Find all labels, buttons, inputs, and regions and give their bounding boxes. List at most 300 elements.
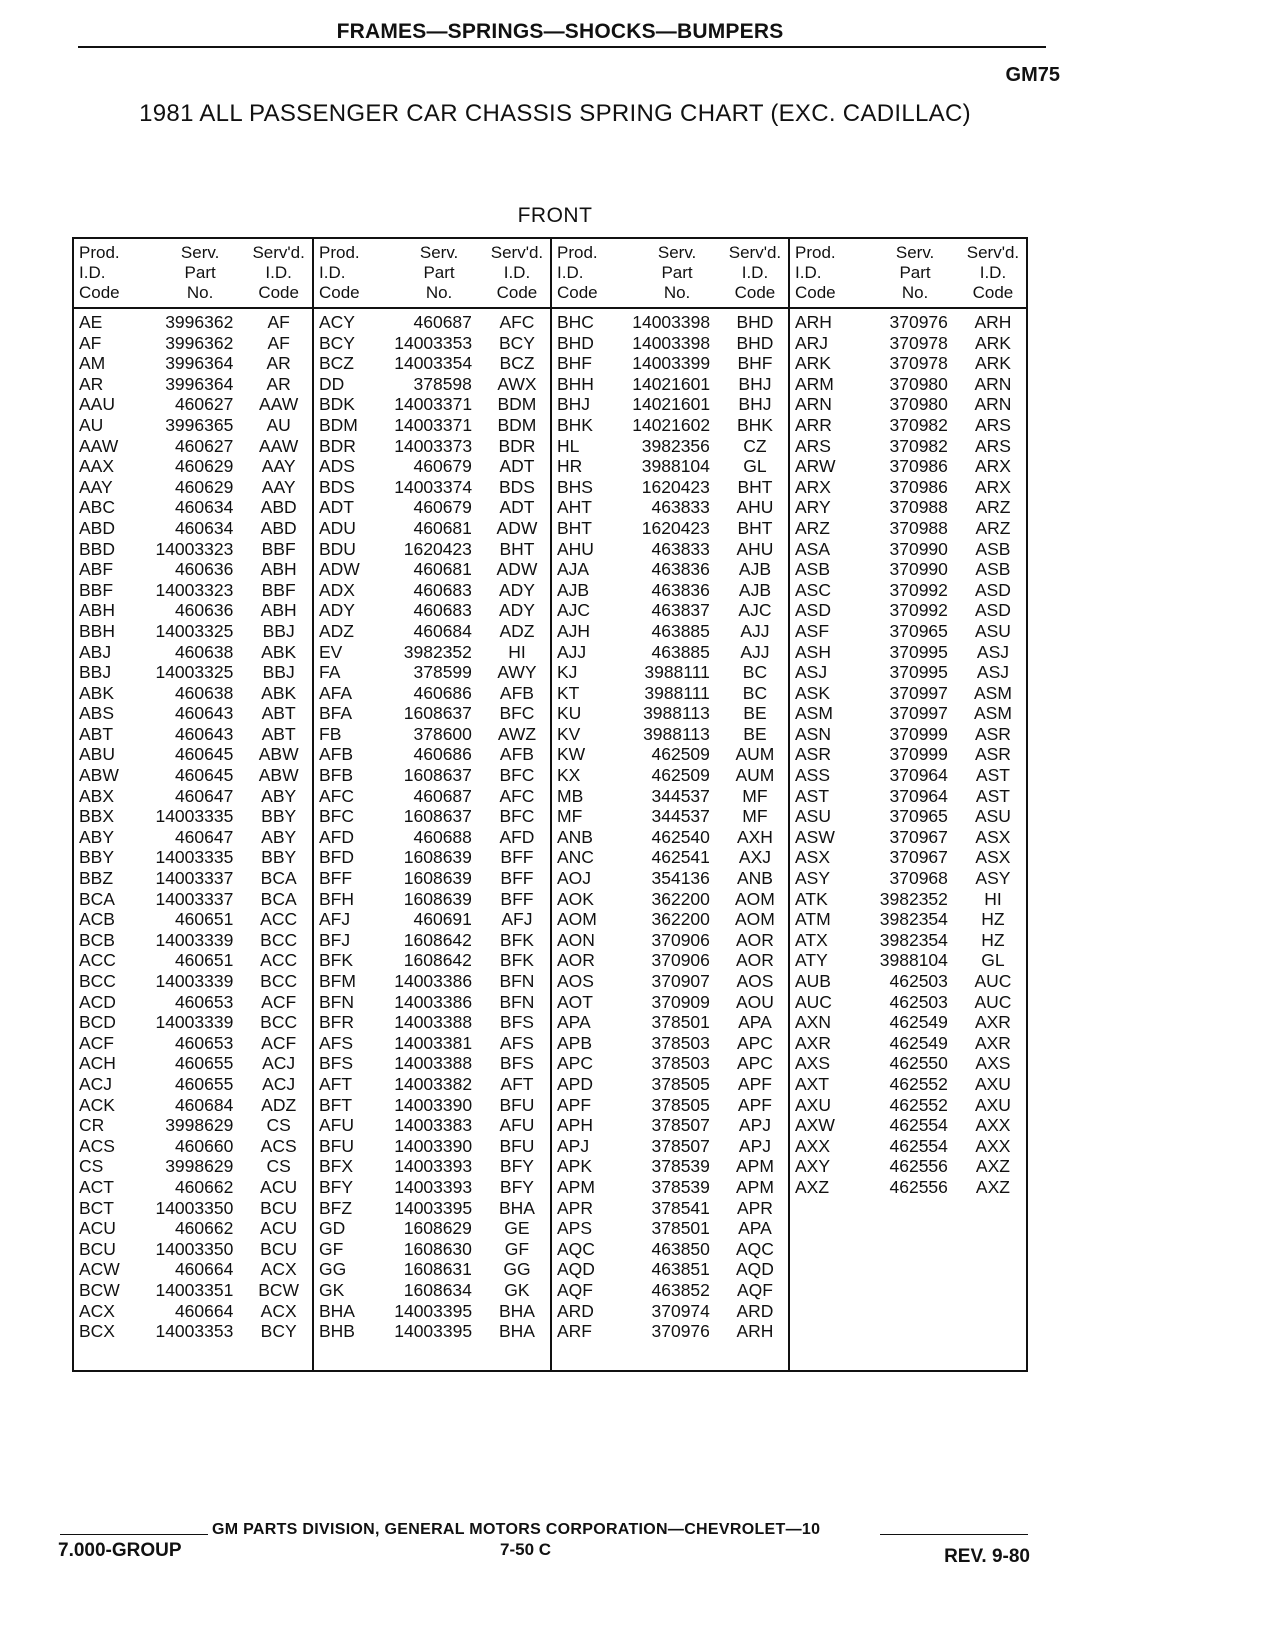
- prod-id-code: BHK: [557, 414, 593, 435]
- servd-id-code: BFY: [499, 1156, 534, 1177]
- prod-id-code: ATX: [795, 929, 828, 950]
- table-row: [74, 971, 312, 992]
- table-row: [552, 1280, 788, 1301]
- servd-id-code: AFJ: [501, 909, 533, 930]
- prod-id-code: ASJ: [795, 662, 828, 683]
- serv-part-no: 462549: [889, 1012, 948, 1033]
- servd-id-code: BFK: [499, 950, 534, 971]
- table-row: [74, 1012, 312, 1033]
- prod-id-code: AQF: [557, 1279, 593, 1300]
- prod-id-code: BDS: [319, 476, 355, 497]
- servd-id-code: AOS: [736, 971, 774, 991]
- serv-part-no: 463836: [651, 579, 710, 600]
- serv-part-no: 378600: [413, 723, 472, 744]
- prod-id-code: ACY: [319, 312, 355, 332]
- serv-part-no: 370964: [889, 765, 948, 786]
- prod-id-code: ABW: [79, 765, 119, 786]
- table-row: [314, 1115, 550, 1136]
- table-row: [314, 312, 550, 333]
- serv-part-no: 462550: [889, 1053, 948, 1074]
- prod-id-code: BBF: [79, 579, 114, 600]
- serv-part-no: 3996364: [165, 373, 234, 394]
- table-row: [74, 497, 312, 518]
- servd-id-code: BFY: [499, 1176, 534, 1197]
- prod-id-code: MF: [557, 806, 583, 827]
- table-row: [314, 1033, 550, 1054]
- table-row: [314, 950, 550, 971]
- servd-id-code: BCC: [260, 1012, 298, 1033]
- serv-part-no: 362200: [651, 909, 710, 930]
- prod-id-code: AAW: [79, 435, 119, 456]
- serv-part-no: 460645: [174, 744, 234, 765]
- table-row: [314, 1012, 550, 1033]
- table-row: [314, 456, 550, 477]
- serv-part-no: 370980: [889, 373, 948, 394]
- table-row: [314, 1259, 550, 1280]
- prod-id-code: EV: [319, 641, 343, 662]
- table-row: [314, 847, 550, 868]
- table-row: [552, 456, 788, 477]
- prod-id-code: ARN: [795, 394, 832, 415]
- serv-part-no: 370992: [889, 600, 948, 621]
- table-row: [790, 333, 1026, 354]
- servd-id-code: BHK: [736, 414, 773, 435]
- servd-id-code: ABW: [258, 765, 299, 786]
- prod-id-code: ASU: [795, 806, 831, 827]
- prod-id-code: BFD: [319, 847, 354, 868]
- serv-part-no: 14003386: [394, 991, 473, 1012]
- prod-id-code: KW: [557, 744, 586, 765]
- servd-id-code: APM: [735, 1156, 774, 1177]
- servd-id-code: ABY: [261, 826, 297, 847]
- servd-id-code: GG: [503, 1259, 531, 1280]
- servd-id-code: GF: [504, 1238, 530, 1259]
- prod-id-code: BFX: [319, 1156, 354, 1177]
- table-row: [552, 1259, 788, 1280]
- servd-id-code: BFC: [499, 765, 535, 786]
- prod-id-code: MB: [557, 785, 584, 806]
- serv-part-no: 463885: [651, 620, 710, 641]
- table-block: [74, 239, 312, 1370]
- prod-id-code: BFS: [319, 1053, 354, 1074]
- table-row: [552, 744, 788, 765]
- servd-id-code: ARZ: [975, 497, 1011, 518]
- serv-part-no: 463851: [651, 1259, 710, 1280]
- prod-id-code: KV: [557, 723, 581, 744]
- prod-id-code: BBJ: [79, 662, 112, 683]
- table-row: [314, 1177, 550, 1198]
- serv-part-no: 378503: [651, 1053, 710, 1074]
- table-row: [314, 1280, 550, 1301]
- table-row: [552, 477, 788, 498]
- table-row: [552, 353, 788, 374]
- prod-id-code: AFS: [319, 1032, 354, 1053]
- serv-part-no: 14003381: [394, 1032, 473, 1053]
- table-block: [312, 239, 550, 1370]
- table-row: [74, 889, 312, 910]
- prod-id-code: APC: [557, 1053, 593, 1074]
- servd-id-code: GL: [981, 950, 1005, 971]
- prod-id-code: AXW: [795, 1115, 835, 1136]
- prod-id-code: FB: [319, 723, 342, 744]
- prod-id-code: AXT: [795, 1073, 830, 1094]
- servd-id-code: ASR: [974, 744, 1011, 765]
- table-row: [314, 806, 550, 827]
- servd-id-code: AF: [267, 332, 290, 353]
- table-row: [552, 724, 788, 745]
- servd-id-code: BHA: [498, 1321, 535, 1342]
- servd-id-code: BHD: [736, 332, 774, 353]
- table-row: [552, 847, 788, 868]
- table-row: [790, 806, 1026, 827]
- table-row: [74, 724, 312, 745]
- table-row: [74, 312, 312, 333]
- servd-id-code: APA: [738, 1012, 772, 1033]
- servd-id-code: AFT: [500, 1073, 534, 1094]
- servd-id-code: ABD: [260, 517, 297, 538]
- table-row: [74, 1033, 312, 1054]
- serv-part-no: 3996364: [165, 353, 234, 374]
- servd-id-code: ASU: [974, 806, 1011, 827]
- prod-id-code: BHC: [557, 312, 594, 332]
- servd-id-code: ASJ: [976, 641, 1009, 662]
- servd-id-code: AUM: [735, 744, 775, 765]
- prod-id-code: APK: [557, 1156, 593, 1177]
- servd-id-code: BCU: [260, 1197, 298, 1218]
- serv-part-no: 460687: [413, 785, 472, 806]
- top-rule: [78, 46, 1046, 48]
- prod-id-code: AE: [79, 312, 103, 332]
- serv-part-no: 370978: [889, 353, 948, 374]
- servd-id-code: ADW: [496, 559, 538, 580]
- serv-part-no: 460651: [174, 950, 234, 971]
- prod-id-code: AJB: [557, 579, 590, 600]
- prod-id-code: ABK: [79, 682, 115, 703]
- prod-id-code: BHD: [557, 332, 594, 353]
- table-row: [74, 909, 312, 930]
- serv-part-no: 14003373: [394, 435, 473, 456]
- prod-id-code: ASR: [795, 744, 831, 765]
- serv-part-no: 460645: [174, 765, 234, 786]
- prod-id-code: ACS: [79, 1135, 115, 1156]
- serv-part-no: 370997: [889, 682, 948, 703]
- table-row: [74, 477, 312, 498]
- serv-part-no: 460655: [174, 1053, 234, 1074]
- serv-part-no: 370982: [889, 435, 948, 456]
- table-row: [314, 580, 550, 601]
- serv-part-no: 462509: [651, 744, 710, 765]
- prod-id-code: ARK: [795, 353, 831, 374]
- prod-id-code: AOT: [557, 991, 593, 1012]
- prod-id-code: BHS: [557, 476, 593, 497]
- table-row: [74, 683, 312, 704]
- servd-id-code: AFU: [499, 1115, 535, 1136]
- prod-id-code: ASD: [795, 600, 831, 621]
- servd-id-code: BFU: [499, 1094, 535, 1115]
- prod-id-code: BCZ: [319, 353, 354, 374]
- prod-id-code: ASN: [795, 723, 831, 744]
- servd-id-code: APF: [737, 1094, 772, 1115]
- prod-id-code: AU: [79, 414, 104, 435]
- table-row: [790, 1074, 1026, 1095]
- table-row: [314, 642, 550, 663]
- serv-part-no: 14021602: [632, 414, 711, 435]
- servd-id-code: ADW: [496, 517, 538, 538]
- serv-part-no: 460683: [413, 579, 472, 600]
- prod-id-code: GG: [319, 1259, 347, 1280]
- table-row: [74, 580, 312, 601]
- prod-id-code: BBX: [79, 806, 115, 827]
- prod-id-code: HL: [557, 435, 580, 456]
- servd-id-code: BE: [743, 703, 767, 724]
- prod-id-code: BHA: [319, 1300, 355, 1321]
- serv-part-no: 3996365: [165, 414, 234, 435]
- servd-id-code: AHU: [736, 497, 774, 518]
- table-row: [790, 950, 1026, 971]
- prod-id-code: BFF: [319, 868, 353, 889]
- table-row: [74, 415, 312, 436]
- footer-rule-left: [60, 1534, 208, 1535]
- serv-part-no: 14003325: [155, 620, 234, 641]
- table-row: [74, 1053, 312, 1074]
- prod-id-code: ABX: [79, 785, 115, 806]
- serv-part-no: 370965: [889, 620, 948, 641]
- serv-part-no: 460634: [174, 497, 234, 518]
- servd-id-code: ASM: [973, 682, 1012, 703]
- servd-id-code: AWZ: [497, 723, 537, 744]
- table-row: [552, 415, 788, 436]
- servd-id-code: AOR: [735, 950, 774, 971]
- table-row: [314, 1074, 550, 1095]
- prod-id-code: AFJ: [319, 909, 351, 930]
- table-row: [552, 971, 788, 992]
- table-row: [552, 559, 788, 580]
- table-row: [74, 1259, 312, 1280]
- serv-part-no: 14003388: [394, 1053, 473, 1074]
- serv-part-no: 370986: [889, 456, 948, 477]
- serv-part-no: 14003386: [394, 971, 473, 991]
- prod-id-code: BFB: [319, 765, 354, 786]
- prod-id-code: BFU: [319, 1135, 354, 1156]
- prod-id-code: APF: [557, 1094, 592, 1115]
- servd-id-code: AXR: [974, 1012, 1011, 1033]
- prod-id-code: ATM: [795, 909, 831, 930]
- prod-id-code: AQD: [557, 1259, 595, 1280]
- servd-id-code: ACF: [261, 1032, 297, 1053]
- table-row: [74, 847, 312, 868]
- prod-id-code: CR: [79, 1115, 105, 1136]
- servd-id-code: ARX: [974, 456, 1011, 477]
- serv-part-no: 370997: [889, 703, 948, 724]
- table-row: [552, 374, 788, 395]
- prod-id-code: BCX: [79, 1321, 115, 1342]
- serv-part-no: 1608637: [403, 703, 472, 724]
- servd-id-code: ACJ: [262, 1073, 296, 1094]
- table-row: [74, 1136, 312, 1157]
- prod-id-code: ADW: [319, 559, 360, 580]
- prod-id-code: ABD: [79, 517, 115, 538]
- table-row: [790, 580, 1026, 601]
- table-row: [74, 539, 312, 560]
- servd-id-code: AJC: [738, 600, 772, 621]
- prod-id-code: AJC: [557, 600, 591, 621]
- serv-part-no: 370980: [889, 394, 948, 415]
- table-row: [74, 1074, 312, 1095]
- servd-id-code: HI: [984, 888, 1002, 909]
- serv-part-no: 460679: [413, 497, 472, 518]
- serv-part-no: 14003395: [394, 1197, 473, 1218]
- prod-id-code: AXZ: [795, 1176, 830, 1197]
- prod-id-code: AXY: [795, 1156, 831, 1177]
- table-row: [552, 662, 788, 683]
- serv-part-no: 3996362: [165, 312, 234, 332]
- serv-part-no: 14003354: [394, 353, 473, 374]
- table-row: [552, 1095, 788, 1116]
- servd-id-code: ABH: [260, 600, 297, 621]
- table-row: [790, 1033, 1026, 1054]
- table-row: [790, 1053, 1026, 1074]
- prod-id-code: ASW: [795, 826, 835, 847]
- table-row: [552, 827, 788, 848]
- column-header-servd-id-code: Serv'd. I.D. Code: [490, 243, 544, 302]
- serv-part-no: 370988: [889, 517, 948, 538]
- table-row: [790, 786, 1026, 807]
- spring-chart-blocks: [74, 239, 1026, 1370]
- table-row: [314, 971, 550, 992]
- table-row: [74, 1280, 312, 1301]
- serv-part-no: 3982354: [879, 929, 948, 950]
- serv-part-no: 14003350: [155, 1238, 234, 1259]
- prod-id-code: ARS: [795, 435, 831, 456]
- servd-id-code: BC: [742, 682, 768, 703]
- table-row: [552, 621, 788, 642]
- table-row: [552, 1136, 788, 1157]
- serv-part-no: 463833: [651, 497, 710, 518]
- serv-part-no: 378539: [651, 1176, 710, 1197]
- serv-part-no: 462556: [889, 1156, 948, 1177]
- serv-part-no: 1620423: [641, 476, 710, 497]
- prod-id-code: ASH: [795, 641, 831, 662]
- serv-part-no: 1608637: [403, 806, 472, 827]
- serv-part-no: 378505: [651, 1073, 710, 1094]
- serv-part-no: 370995: [889, 662, 948, 683]
- servd-id-code: ASR: [974, 723, 1011, 744]
- servd-id-code: ASB: [975, 538, 1011, 559]
- spring-chart-table: [72, 237, 1028, 1372]
- prod-id-code: BFA: [319, 703, 353, 724]
- prod-id-code: BFC: [319, 806, 354, 827]
- column-header-serv-part-no: Serv. Part No.: [895, 243, 935, 302]
- prod-id-code: BFJ: [319, 929, 351, 950]
- table-row: [314, 436, 550, 457]
- servd-id-code: AFB: [499, 682, 534, 703]
- serv-part-no: 460653: [174, 991, 234, 1012]
- prod-id-code: ASA: [795, 538, 831, 559]
- prod-id-code: DD: [319, 373, 345, 394]
- prod-id-code: AAU: [79, 394, 115, 415]
- serv-part-no: 460643: [174, 723, 234, 744]
- table-row: [552, 497, 788, 518]
- prod-id-code: ARY: [795, 497, 831, 518]
- serv-part-no: 14003325: [155, 662, 234, 683]
- table-row: [552, 1218, 788, 1239]
- table-row: [314, 1053, 550, 1074]
- table-row: [74, 333, 312, 354]
- table-row: [552, 950, 788, 971]
- servd-id-code: BBY: [261, 806, 297, 827]
- serv-part-no: 362200: [651, 888, 710, 909]
- servd-id-code: BHT: [737, 476, 773, 497]
- serv-part-no: 1608642: [403, 950, 472, 971]
- table-row: [790, 394, 1026, 415]
- prod-id-code: APD: [557, 1073, 593, 1094]
- serv-part-no: 3998629: [165, 1156, 234, 1177]
- table-header: [790, 239, 1026, 309]
- servd-id-code: ARK: [974, 332, 1011, 353]
- servd-id-code: ABT: [261, 723, 296, 744]
- table-row: [790, 868, 1026, 889]
- table-row: [314, 559, 550, 580]
- serv-part-no: 14003390: [394, 1094, 473, 1115]
- prod-id-code: AFB: [319, 744, 354, 765]
- prod-id-code: BHT: [557, 517, 592, 538]
- prod-id-code: AFD: [319, 826, 354, 847]
- servd-id-code: BHT: [499, 538, 535, 559]
- table-row: [74, 1115, 312, 1136]
- servd-id-code: ACC: [260, 909, 298, 930]
- table-row: [790, 765, 1026, 786]
- table-row: [314, 930, 550, 951]
- table-row: [74, 765, 312, 786]
- serv-part-no: 460691: [413, 909, 472, 930]
- prod-id-code: APH: [557, 1115, 593, 1136]
- serv-part-no: 14003339: [155, 1012, 234, 1033]
- prod-id-code: AXN: [795, 1012, 831, 1033]
- table-row: [314, 1301, 550, 1322]
- serv-part-no: 3988111: [644, 662, 710, 683]
- servd-id-code: BFN: [499, 991, 535, 1012]
- serv-part-no: 14003323: [155, 538, 234, 559]
- servd-id-code: APC: [736, 1053, 773, 1074]
- prod-id-code: ASX: [795, 847, 831, 868]
- prod-id-code: AJH: [557, 620, 591, 641]
- table-row: [552, 889, 788, 910]
- servd-id-code: BE: [743, 723, 767, 744]
- servd-id-code: BBF: [261, 579, 296, 600]
- table-row: [790, 683, 1026, 704]
- servd-id-code: AUM: [735, 765, 775, 786]
- prod-id-code: BDM: [319, 414, 358, 435]
- prod-id-code: ABC: [79, 497, 115, 518]
- serv-part-no: 3982354: [879, 909, 948, 930]
- serv-part-no: 3988113: [643, 723, 710, 744]
- serv-part-no: 1608639: [403, 868, 472, 889]
- servd-id-code: AAW: [259, 435, 299, 456]
- serv-part-no: 460627: [174, 394, 234, 415]
- table-row: [552, 683, 788, 704]
- serv-part-no: 460634: [174, 517, 234, 538]
- table-row: [552, 1239, 788, 1260]
- serv-part-no: 3998629: [165, 1115, 234, 1136]
- serv-part-no: 14003382: [394, 1073, 473, 1094]
- serv-part-no: 370964: [889, 785, 948, 806]
- table-row: [552, 312, 788, 333]
- table-row: [552, 909, 788, 930]
- table-header: [74, 239, 312, 309]
- serv-part-no: 460636: [174, 559, 234, 580]
- prod-id-code: BHJ: [557, 394, 591, 415]
- servd-id-code: ASD: [974, 600, 1011, 621]
